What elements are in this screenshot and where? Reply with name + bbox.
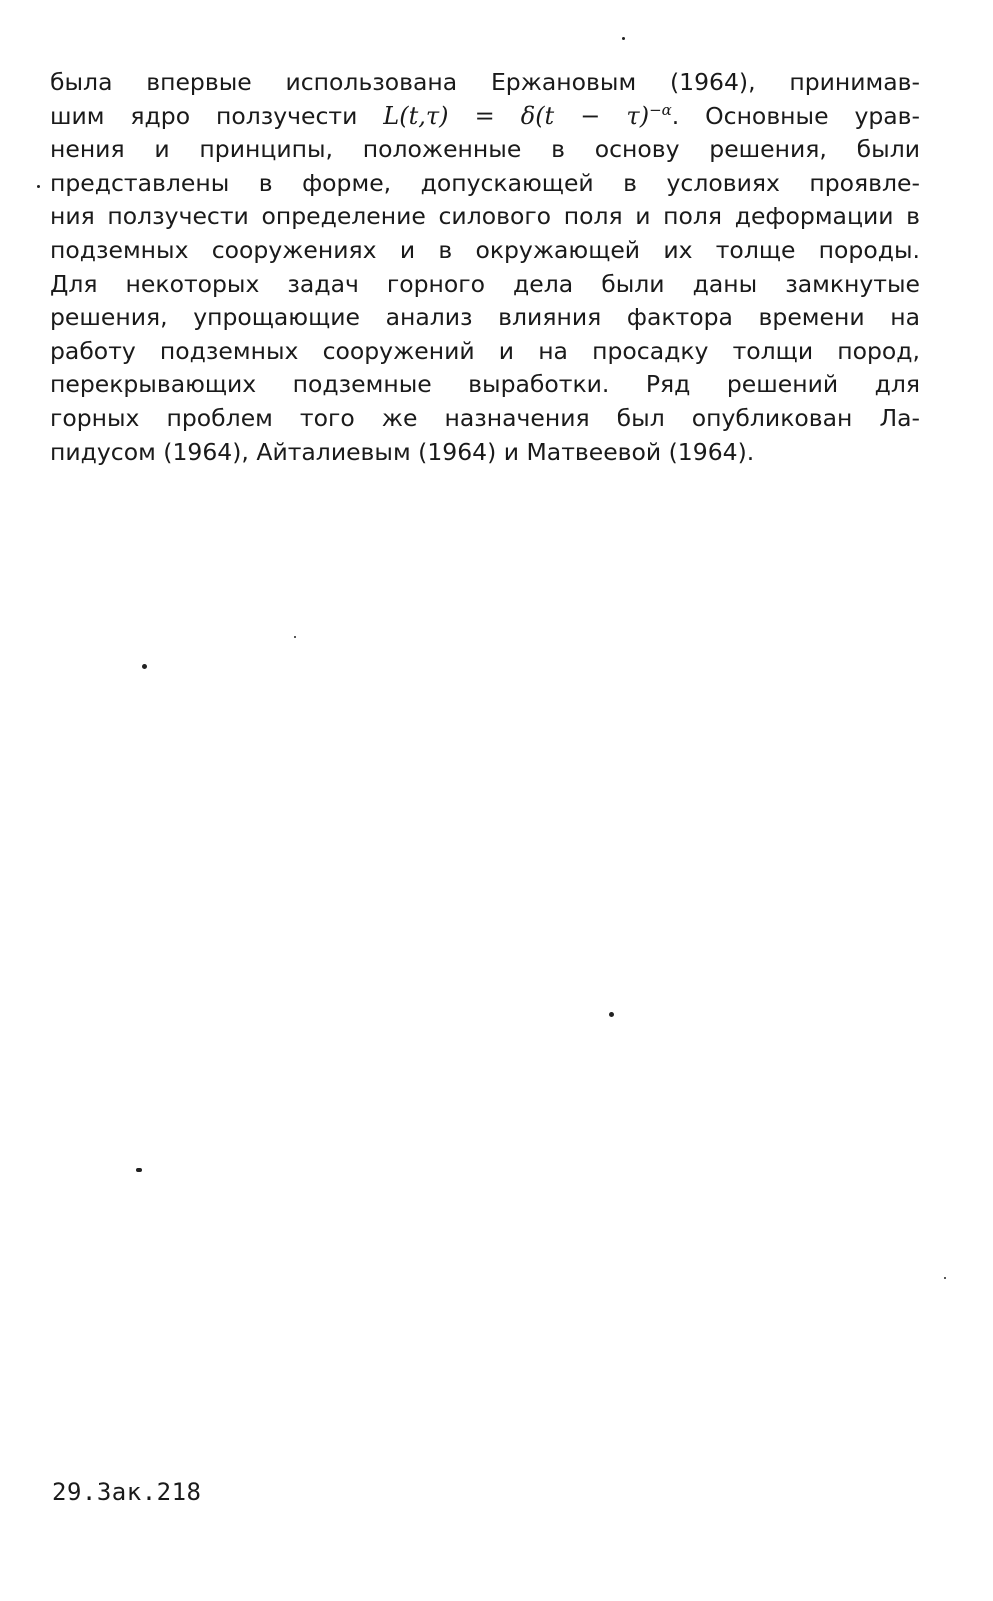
text-line-with-formula	[50, 100, 920, 134]
scan-speck	[142, 664, 147, 669]
scan-speck	[294, 636, 296, 638]
text-line: представлены в форме, допускающей в условиях проявле-	[50, 168, 920, 197]
text-line: ния ползучести определение силового поля и поля деформации в	[50, 202, 920, 231]
text-line: решения, упрощающие анализ влияния фактора времени на	[50, 303, 920, 332]
text-line: перекрывающих подземные выработки. Ряд решений для	[50, 370, 920, 399]
scan-speck	[37, 185, 40, 188]
scan-speck	[622, 37, 625, 40]
scan-speck	[136, 1168, 142, 1172]
text-line: пидусом (1964), Айталиевым (1964) и Матвеевой (1964).	[50, 437, 755, 466]
creep-kernel-formula	[383, 102, 671, 130]
text-line: нения и принципы, положенные в основу решения, были	[50, 135, 920, 164]
text-line: работу подземных сооружений и на просадку толщи пород,	[50, 336, 920, 365]
body-paragraph	[50, 66, 920, 469]
formula-exponent: −α	[649, 100, 672, 119]
text-line: Для некоторых задач горного дела были даны замкнутые	[50, 269, 920, 298]
text-fragment: . Основные урав-	[671, 101, 920, 130]
text-line: была впервые использована Ержановым (1964), принимав-	[50, 68, 920, 96]
text-line: горных проблем того же назначения был опубликован Ла-	[50, 403, 920, 432]
scan-speck	[944, 1277, 946, 1279]
signature-code: 29.Зак.218	[52, 1478, 202, 1506]
text-fragment: шим ядро ползучести	[50, 101, 358, 130]
scan-speck	[609, 1012, 614, 1017]
formula-base: L(t,τ) = δ(t − τ)	[383, 101, 650, 130]
text-line: подземных сооружениях и в окружающей их толще породы.	[50, 235, 920, 264]
